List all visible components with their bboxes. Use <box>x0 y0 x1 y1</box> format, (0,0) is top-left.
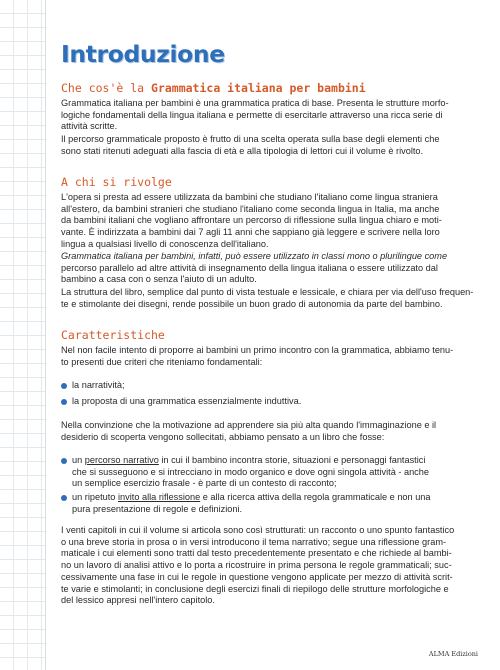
text-line: attività scritte. <box>61 121 118 132</box>
text-line: no un lavoro di analisi attivo e lo porta a ricostruire in prima persona le regole grammaticali; suc- <box>61 560 452 571</box>
underlined-term: invito alla riflessione <box>117 492 201 503</box>
paragraph-chapters <box>61 525 479 607</box>
page-title: Introduzione <box>61 40 225 68</box>
bullet-icon <box>61 458 67 464</box>
text-line: un semplice esercizio frasale - è parte di un contesto di racconto; <box>72 478 337 489</box>
text-line: o una breve storia in prosa o in versi introducono il tema narrativo; segue una riflessione gram- <box>61 536 447 547</box>
text-line <box>72 455 479 467</box>
paragraph-intro <box>61 98 479 133</box>
text-line: Grammatica italiana per bambini, infatti, può essere utilizzato in classi mono o plurilingue come <box>61 251 448 261</box>
paragraph-structure <box>61 287 479 310</box>
text-line <box>72 492 479 504</box>
list-item-text: la narratività; <box>72 380 125 390</box>
text-line: Nel non facile intento di proporre ai bambini un primo incontro con la grammatica, abbiamo tenu- <box>61 345 454 355</box>
bullet-icon <box>61 383 67 389</box>
paragraph-audience <box>61 192 479 251</box>
text-line: che si susseguono e si intrecciano in modo organico e dove ogni singola attività - anche <box>72 466 429 477</box>
publisher-footer: ALMA Edizioni <box>428 650 478 658</box>
list-item <box>61 396 479 408</box>
text-line: La struttura del libro, semplice dal punto di vista testuale e lessicale, e chiara per via dell'uso frequen- <box>61 287 474 297</box>
text-line: bambino a casa con o senza l'aiuto di un adulto. <box>61 274 257 285</box>
text-line: I venti capitoli in cui il volume si articola sono così strutturati: un racconto o uno spunto fantastico <box>61 525 455 535</box>
text-line: percorso parallelo ad altre attività di insegnamento della lingua italiana o essere utilizzato dal <box>61 262 438 273</box>
list-item <box>61 492 479 515</box>
heading-prefix: Che cos'è la <box>61 81 152 95</box>
text-line: cessivamente una fase in cui le regole in questione vengono applicate per mezzo di attività scrit- <box>61 571 453 582</box>
text-fragment: e alla ricerca attiva della regola grammaticale e non una <box>200 492 431 503</box>
list-item-text: la proposta di una grammatica essenzialmente induttiva. <box>72 395 302 406</box>
text-line: logiche fondamentali della lingua italiana e permette di esercitarle attraverso una ricca serie di <box>61 109 443 120</box>
paragraph-classes <box>61 251 479 286</box>
underlined-term: percorso narrativo <box>84 455 159 465</box>
text-line: vante. È indirizzata a bambini dai 7 agli 11 anni che sappiano già leggere e scrivere nella loro <box>61 227 440 238</box>
text-line: lingua a qualsiasi livello di conoscenza dell'italiano. <box>61 238 269 249</box>
paragraph-percorso <box>61 134 479 157</box>
list-item <box>61 380 479 392</box>
criteria-list <box>61 380 479 407</box>
text-line: da bambini italiani che vogliano affrontare un percorso di riflessione sulla lingua chiaro e moti- <box>61 215 442 226</box>
text-line: del lessico appresi nell'intero capitolo. <box>61 595 215 606</box>
list-item <box>61 455 479 490</box>
text-line: te e stimolante dei disegni, rende possibile un buon grado di autonomia da parte del bambino. <box>61 298 443 309</box>
text-fragment: in cui il bambino incontra storie, situazioni e personaggi fantastici <box>158 455 426 465</box>
text-fragment: un ripetuto <box>72 492 118 503</box>
text-line: all'estero, da bambini stranieri che studiano l'italiano come seconda lingua in Italia, ma anche <box>61 203 440 214</box>
paragraph-criteria <box>61 345 479 368</box>
text-line: L'opera si presta ad essere utilizzata da bambini che studiano l'italiano come lingua straniera <box>61 192 438 202</box>
text-line: desiderio di scoperta vengono sollecitati, abbiamo pensato a un libro che fosse: <box>61 431 385 442</box>
section-heading-what-is <box>61 81 366 95</box>
text-line: Nella convinzione che la motivazione ad apprendere sia più alta quando l'immaginazione e il <box>61 420 437 430</box>
text-line: Il percorso grammaticale proposto è frutto di una scelta operata sulla base degli elementi che <box>61 134 440 144</box>
paragraph-motivation <box>61 420 479 443</box>
text-line: maticale i cui elementi sono tratti dal testo precedentemente presentato e che richiede al bambi- <box>61 548 452 559</box>
text-fragment: un <box>72 455 85 465</box>
text-line: to presenti due criteri che riteniamo fondamentali: <box>61 356 263 367</box>
bullet-icon <box>61 399 67 405</box>
book-features-list <box>61 455 479 516</box>
text-line: sono stati ritenuti adeguati alla fascia di età e alla tipologia di lettori cui il volume è rivolto. <box>61 145 424 156</box>
bullet-icon <box>61 495 67 501</box>
text-line: pura presentazione di regole e definizioni. <box>72 503 243 514</box>
heading-bold-title: Grammatica italiana per bambini <box>151 81 366 95</box>
section-heading-features: Caratteristiche <box>61 328 165 342</box>
section-heading-audience: A chi si rivolge <box>61 175 172 189</box>
text-line: te varie e stimolanti; in conclusione degli esercizi finali di riepilogo delle strutture morfologiche e <box>61 583 449 594</box>
text-line: Grammatica italiana per bambini è una grammatica pratica di base. Presenta le strutture morfo- <box>61 98 449 108</box>
